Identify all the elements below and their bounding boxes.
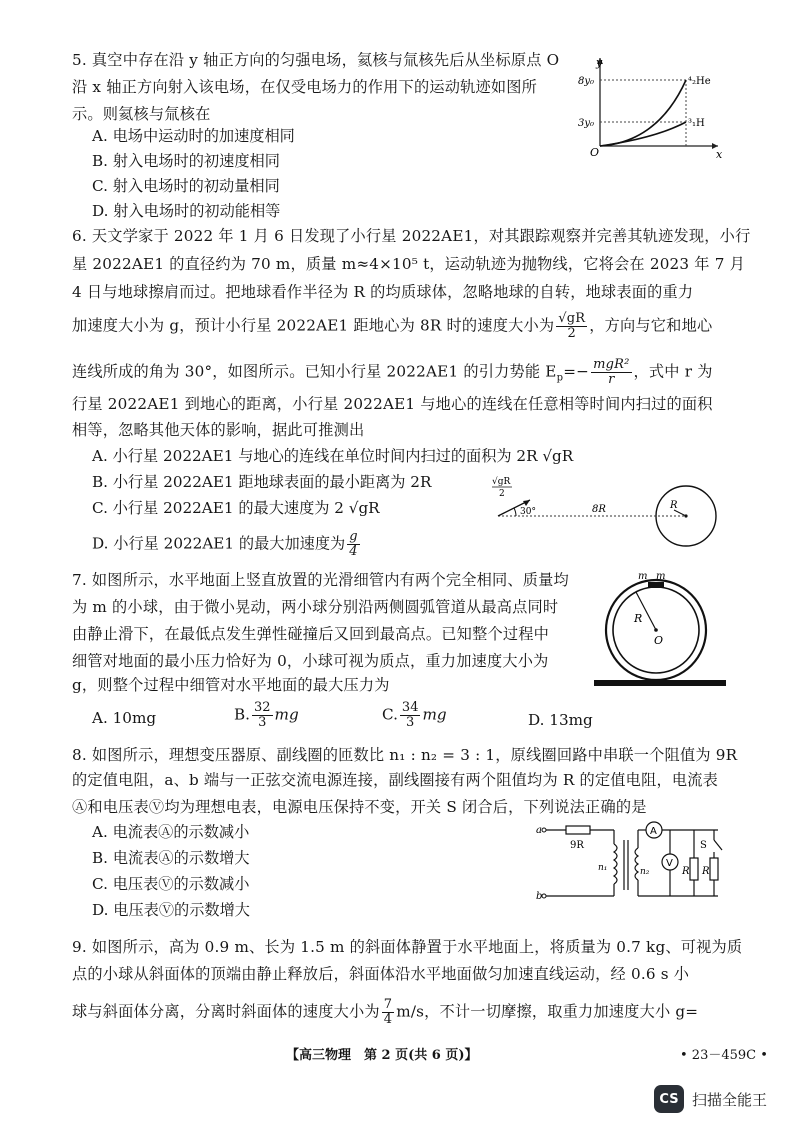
- q8-fig-n2-label: n₂: [640, 867, 650, 877]
- q5-tick-top: 8y₀: [578, 76, 595, 87]
- q7-option-c: [382, 701, 447, 730]
- q8-fig-voltmeter-label: V: [666, 858, 673, 869]
- q6-option-d: [92, 530, 362, 559]
- q7-line-2: 为 m 的小球，由于微小晃动，两小球分别沿两侧圆弧管道从最高点同时: [72, 598, 559, 616]
- q6-option-a: A. 小行星 2022AE1 与地心的连线在单位时间内扫过的面积为 2R √gR: [92, 447, 574, 465]
- q6-line-2: 星 2022AE1 的直径约为 70 m，质量 m≈4×10⁵ t，运动轨迹为抛物线，它将会在 2023 年 7 月: [72, 255, 746, 273]
- q6-option-c: C. 小行星 2022AE1 的最大速度为 2 √gR: [92, 499, 380, 517]
- q6-fig-distance: 8R: [592, 504, 606, 515]
- q7-option-c-denominator: 3: [406, 715, 415, 730]
- q5-y-label: y: [596, 56, 603, 69]
- scanner-text: 扫描全能王: [692, 1090, 768, 1109]
- q6-line-4-text-a: 加速度大小为 g，预计小行星 2022AE1 距地心为 8R 时的速度大小为: [72, 316, 555, 335]
- q8-fig-switch-label: S: [700, 840, 707, 851]
- scanner-logo-icon: CS: [654, 1085, 684, 1113]
- q8-line-2: 的定值电阻，a、b 端与一正弦交流电源连接，副线圈接有两个阻值均为 R 的定值电阻，电流表: [72, 771, 719, 789]
- q8-fig-r2-label: R: [702, 866, 710, 877]
- q6-line-4-text-b: ，方向与它和地心: [589, 316, 713, 335]
- q8-fig-n1-label: n₁: [598, 863, 608, 873]
- q8-fig-a-label: a: [536, 825, 542, 836]
- q8-fig-r1-label: R: [682, 866, 690, 877]
- q5-origin-label: O: [590, 146, 600, 159]
- q6-ep-fraction: [591, 358, 631, 387]
- q6-option-d-text: D. 小行星 2022AE1 的最大加速度为: [92, 534, 346, 553]
- q7-line-5: g，则整个过程中细管对水平地面的最大压力为: [72, 676, 390, 694]
- q9-line-2: 点的小球从斜面体的顶端由静止释放后，斜面体沿水平地面做匀加速直线运动，经 0.6 s 小: [72, 965, 690, 983]
- q9-line-3-text-a: 球与斜面体分离，分离时斜面体的速度大小为: [72, 1002, 380, 1021]
- q6-fig-radius: R: [670, 500, 678, 511]
- q8-fig-ammeter-label: A: [650, 826, 657, 837]
- q6-option-b: B. 小行星 2022AE1 距地球表面的最小距离为 2R: [92, 473, 432, 491]
- q8-terminal-b: [542, 894, 546, 898]
- q7-option-c-prefix: C.: [382, 705, 398, 724]
- q6-ep-equals: =−: [563, 362, 590, 381]
- q8-line-1: 8. 如图所示，理想变压器原、副线圈的匝数比 n₁ : n₂ = 3 : 1，原线圈回路中串联一个阻值为 9R: [72, 746, 738, 764]
- q7-option-a: A. 10mg: [92, 709, 157, 727]
- q7-line-3: 由静止滑下，在最低点发生弹性碰撞后又回到最高点。已知整个过程中: [72, 625, 550, 643]
- q7-fig-center: O: [654, 634, 664, 647]
- q8-secondary-coil: [635, 848, 638, 880]
- q7-tube-figure: [594, 570, 730, 690]
- q5-he-path: [600, 80, 686, 146]
- q6-line-7: 相等，忽略其他天体的影响，据此可推测出: [72, 421, 365, 439]
- q6-fig-v-denominator: 2: [499, 489, 505, 499]
- q5-x-label: x: [716, 148, 723, 160]
- q6-fig-v-numerator: √gR: [492, 477, 511, 487]
- q6-line-5-text-a: 连线所成的角为 30°，如图所示。已知小行星 2022AE1 的引力势能 E: [72, 362, 557, 381]
- q6-line-5: [72, 358, 713, 389]
- q8-resistor-r2: [710, 858, 718, 880]
- q7-option-b-fraction: [252, 701, 273, 730]
- q6-line-3: 4 日与地球擦肩而过。把地球看作半径为 R 的均质球体，忽略地球的自转，地球表面的重力: [72, 283, 694, 301]
- q8-switch: [714, 840, 722, 850]
- q7-fig-mass-right: m: [656, 571, 666, 582]
- q6-speed-fraction: [556, 312, 587, 341]
- q5-he-label: ⁴₂He: [688, 76, 711, 87]
- q6-orbit-figure: [488, 474, 728, 554]
- q7-option-b-suffix: mg: [274, 705, 299, 724]
- q8-option-a: A. 电流表Ⓐ的示数减小: [92, 823, 250, 841]
- q8-option-b: B. 电流表Ⓐ的示数增大: [92, 849, 250, 867]
- q8-resistor-9r: [566, 826, 590, 834]
- q7-option-b: [234, 701, 299, 730]
- q6-speed-numerator: √gR: [558, 311, 586, 326]
- q9-speed-denominator: 4: [383, 1012, 393, 1027]
- q5-h-label: ³₁H: [688, 118, 705, 129]
- q5-option-b: B. 射入电场时的初速度相同: [92, 152, 280, 170]
- q6-acc-numerator: g: [349, 529, 358, 544]
- q7-option-c-suffix: mg: [422, 705, 447, 724]
- q7-option-b-numerator: 32: [254, 700, 271, 715]
- q5-tick-mid: 3y₀: [578, 118, 595, 129]
- q5-h-path: [600, 122, 686, 146]
- q7-option-c-fraction: [400, 701, 421, 730]
- q7-line-1: 7. 如图所示，水平地面上竖直放置的光滑细管内有两个完全相同、质量均: [72, 571, 569, 589]
- page-footer: 【高三物理 第 2 页(共 6 页)】: [286, 1048, 478, 1063]
- q8-primary-coil: [614, 844, 617, 884]
- q6-line-1: 6. 天文学家于 2022 年 1 月 6 日发现了小行星 2022AE1，对其跟踪观察并完善其轨迹发现，小行: [72, 227, 751, 245]
- q9-speed-numerator: 7: [383, 997, 393, 1012]
- q6-line-6: 行星 2022AE1 到地心的距离，小行星 2022AE1 与地心的连线在任意相等时间内扫过的面积: [72, 395, 713, 413]
- q8-option-c: C. 电压表Ⓥ的示数减小: [92, 875, 250, 893]
- q5-option-a: A. 电场中运动时的加速度相同: [92, 127, 295, 145]
- q7-balls: [648, 582, 664, 588]
- q8-line-3: Ⓐ和电压表Ⓥ均为理想电表，电源电压保持不变，开关 S 闭合后，下列说法正确的是: [72, 798, 647, 816]
- q7-option-c-numerator: 34: [401, 700, 419, 715]
- q5-trajectory-figure: [578, 50, 728, 160]
- q7-option-d: D. 13mg: [528, 711, 593, 729]
- q8-resistor-r1: [690, 858, 698, 880]
- q9-line-1: 9. 如图所示，高为 0.9 m、长为 1.5 m 的斜面体静置于水平地面上，将质量为 0.7 kg、可视为质: [72, 938, 743, 956]
- q6-line-5-text-b: ，式中 r 为: [633, 362, 713, 381]
- q7-ground: [594, 680, 726, 686]
- q5-option-d: D. 射入电场时的初动能相等: [92, 202, 281, 220]
- q8-fig-9r-label: 9R: [570, 840, 584, 851]
- q7-line-4: 细管对地面的最小压力恰好为 0，小球可视为质点，重力加速度大小为: [72, 652, 549, 670]
- q7-option-b-denominator: 3: [258, 715, 267, 730]
- q7-fig-mass-left: m: [638, 571, 648, 582]
- q7-fig-radius: R: [634, 612, 643, 625]
- q5-option-c: C. 射入电场时的初动量相同: [92, 177, 280, 195]
- q7-option-b-prefix: B.: [234, 705, 250, 724]
- q8-terminal-a: [542, 828, 546, 832]
- q6-line-4: [72, 312, 712, 341]
- q6-acc-denominator: 4: [349, 544, 358, 559]
- q5-line-1: 5. 真空中存在沿 y 轴正方向的匀强电场，氦核与氚核先后从坐标原点 O: [72, 51, 560, 69]
- q6-ep-subscript: p: [556, 372, 564, 384]
- q9-line-3-text-b: m/s，不计一切摩擦，取重力加速度大小 g=: [396, 1002, 699, 1021]
- q8-circuit-figure: [536, 818, 726, 908]
- q6-speed-denominator: 2: [567, 326, 576, 341]
- q6-acc-fraction: [347, 530, 359, 559]
- q6-ep-denominator: r: [608, 372, 615, 387]
- page-code: • 23－459C •: [680, 1048, 768, 1063]
- q5-line-3: 示。则氦核与氚核在: [72, 105, 211, 123]
- q5-line-2: 沿 x 轴正方向射入该电场，在仅受电场力的作用下的运动轨迹如图所: [72, 78, 538, 96]
- q6-fig-angle: 30°: [520, 507, 536, 517]
- q8-option-d: D. 电压表Ⓥ的示数增大: [92, 901, 250, 919]
- q9-speed-fraction: [382, 998, 394, 1027]
- scanner-watermark: [654, 1082, 794, 1116]
- q8-fig-b-label: b: [536, 891, 543, 902]
- q6-ep-numerator: mgR²: [593, 357, 630, 372]
- q9-line-3: [72, 998, 698, 1027]
